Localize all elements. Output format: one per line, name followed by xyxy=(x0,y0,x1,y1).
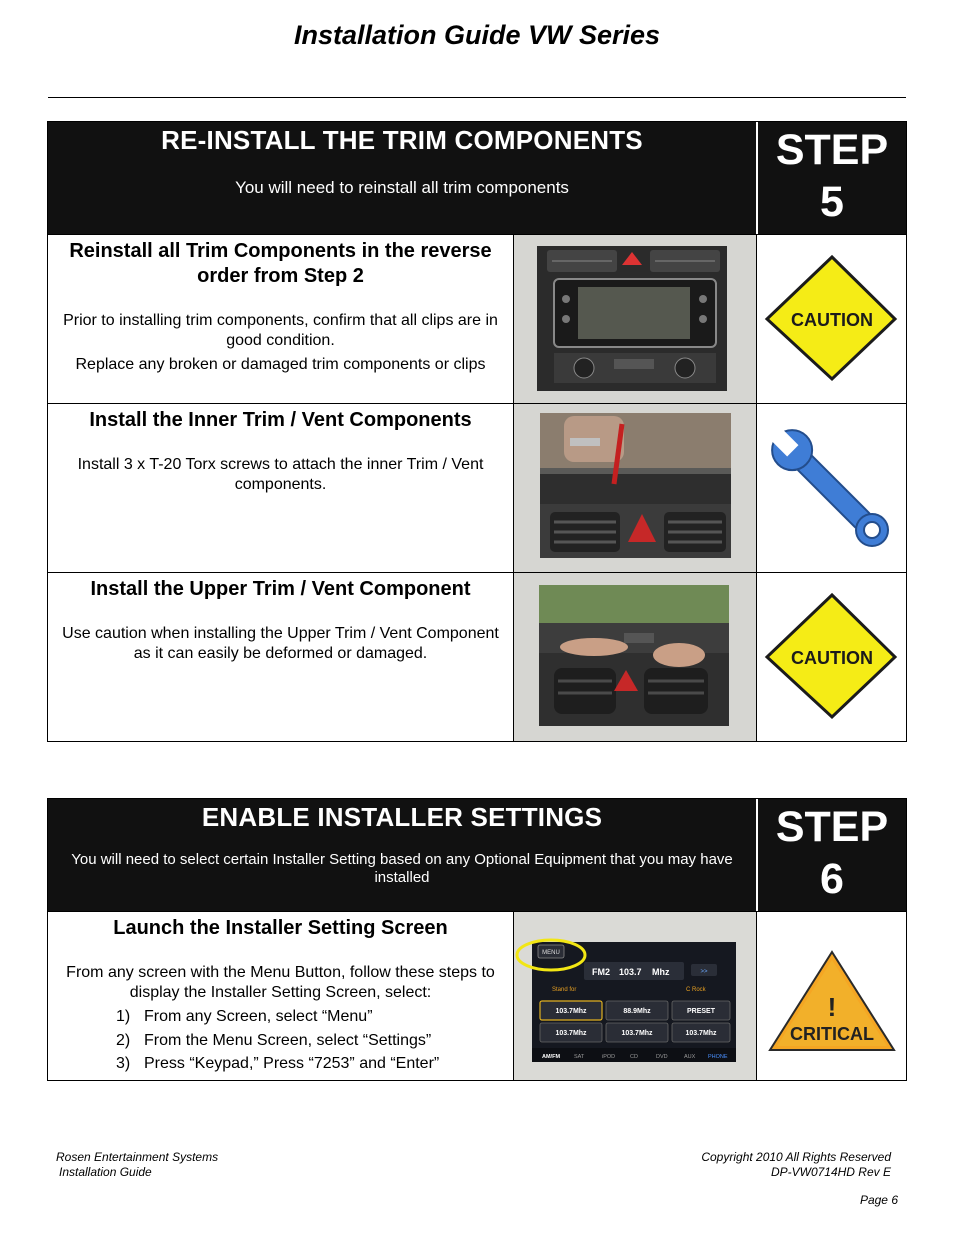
step5-section xyxy=(47,121,907,742)
step5-word: STEP xyxy=(775,126,889,174)
footer-right xyxy=(701,1150,891,1180)
step5-badge xyxy=(756,122,906,234)
step5-row-upper-trim xyxy=(47,573,907,742)
radio-screen-photo xyxy=(513,912,757,1080)
radio-frequency: 103.7 xyxy=(619,967,642,977)
critical-label: CRITICAL xyxy=(790,1024,874,1044)
row-body-text: Prior to installing trim components, confirm that all clips are in good condition. xyxy=(63,312,498,349)
preset-button: 103.7Mhz xyxy=(621,1030,653,1037)
title-divider xyxy=(48,97,906,98)
caution-sign-icon xyxy=(757,573,906,741)
step6-badge xyxy=(756,799,906,911)
critical-warning-icon xyxy=(757,912,906,1080)
preset-button: 103.7Mhz xyxy=(555,1030,587,1037)
row-body-text: From any screen with the Menu Button, follow these steps to display the Installer Setting Screen, select: xyxy=(66,964,495,1001)
row-heading: Install the Upper Trim / Vent Component xyxy=(90,578,471,600)
step6-header xyxy=(47,798,907,912)
inner-trim-photo xyxy=(513,404,757,572)
source-tab: AUX xyxy=(684,1054,696,1060)
source-tab: CD xyxy=(630,1054,638,1060)
step5-title: RE-INSTALL THE TRIM COMPONENTS xyxy=(161,125,643,155)
preset-button: 88.9Mhz xyxy=(623,1008,651,1015)
footer-copyright: Copyright 2010 All Rights Reserved xyxy=(701,1150,891,1164)
row-heading: Launch the Installer Setting Screen xyxy=(113,917,448,939)
menu-button-label: MENU xyxy=(542,950,560,956)
footer-doc: Installation Guide xyxy=(59,1165,152,1179)
row-heading: Reinstall all Trim Components in the reverse order from Step 2 xyxy=(69,240,492,287)
instruction-list xyxy=(54,1005,507,1076)
preset-button: PRESET xyxy=(686,1008,716,1015)
step6-word: STEP xyxy=(775,803,889,851)
footer-doc-id: DP-VW0714HD Rev E xyxy=(770,1165,891,1179)
station-left: Stand for xyxy=(552,987,577,993)
list-item: 2) From the Menu Screen, select “Settings” xyxy=(116,1031,432,1049)
radio-band: FM2 xyxy=(592,967,610,977)
dashboard-radio-photo xyxy=(513,235,757,403)
step5-header xyxy=(47,121,907,235)
step6-section xyxy=(47,798,907,1081)
step5-row-reinstall xyxy=(47,235,907,404)
preset-button: 103.7Mhz xyxy=(685,1030,717,1037)
row-body-text: Install 3 x T-20 Torx screws to attach the inner Trim / Vent components. xyxy=(77,456,484,493)
station-right: C Rock xyxy=(686,987,706,993)
wrench-icon xyxy=(757,404,906,572)
source-tab: AM/FM xyxy=(542,1054,561,1060)
next-arrow: >> xyxy=(700,969,708,975)
caution-label: CAUTION xyxy=(791,310,873,330)
source-tab: PHONE xyxy=(708,1054,728,1060)
step6-number: 6 xyxy=(820,855,844,903)
step5-row-inner-trim xyxy=(47,404,907,573)
list-item: 1) From any Screen, select “Menu” xyxy=(116,1008,373,1025)
caution-label: CAUTION xyxy=(791,648,873,668)
footer-company: Rosen Entertainment Systems xyxy=(56,1150,219,1164)
caution-sign-icon xyxy=(757,235,906,403)
row-heading: Install the Inner Trim / Vent Components xyxy=(89,409,472,431)
preset-button: 103.7Mhz xyxy=(555,1008,587,1015)
row-body-text: Use caution when installing the Upper Trim / Vent Component as it can easily be deformed or damaged. xyxy=(62,625,499,662)
step5-subtitle: You will need to reinstall all trim components xyxy=(235,178,569,197)
radio-unit: Mhz xyxy=(652,967,670,977)
step6-title: ENABLE INSTALLER SETTINGS xyxy=(201,802,603,832)
step6-subtitle: You will need to select certain Installer Setting based on any Optional Equipment that you may have installed xyxy=(71,851,733,886)
source-tab: SAT xyxy=(574,1054,585,1060)
footer-page: Page 6 xyxy=(859,1193,898,1207)
step6-row-launch xyxy=(47,912,907,1081)
step5-number: 5 xyxy=(820,178,844,226)
row-body-text: Replace any broken or damaged trim components or clips xyxy=(75,356,486,373)
source-tab: DVD xyxy=(656,1054,668,1060)
source-tab: iPOD xyxy=(602,1054,616,1060)
footer-left xyxy=(56,1150,218,1180)
list-item: 3) Press “Keypad,” Press “7253” and “Enter” xyxy=(116,1055,440,1072)
upper-trim-photo xyxy=(513,573,757,741)
document-title: Installation Guide VW Series xyxy=(293,20,661,50)
exclamation-icon: ! xyxy=(827,992,837,1022)
